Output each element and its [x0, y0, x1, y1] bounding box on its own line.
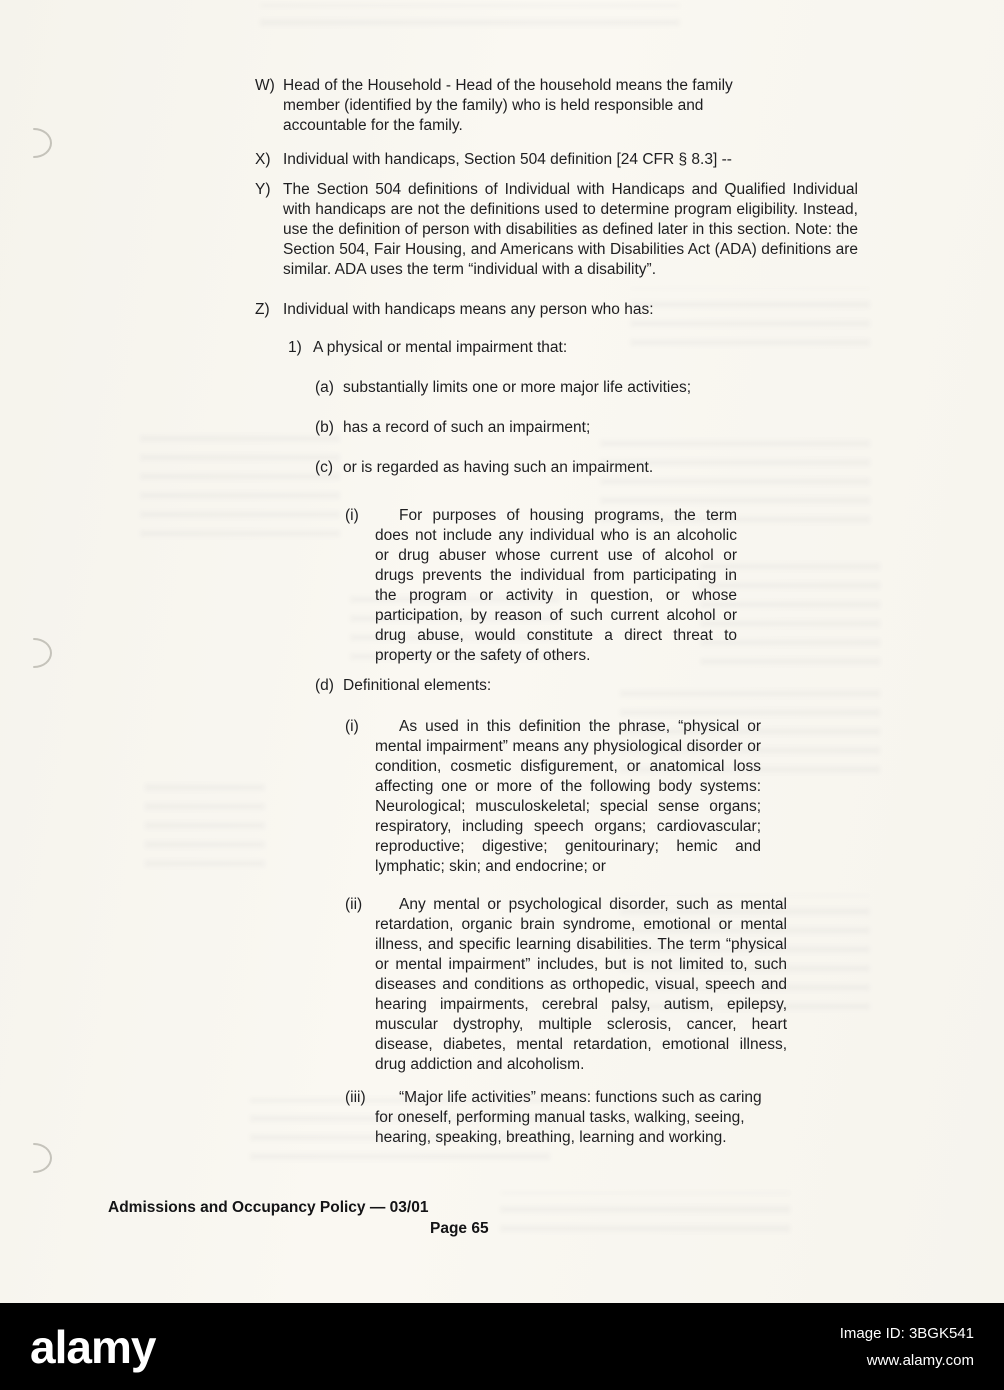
clause-x-text: Individual with handicaps, Section 504 definition [24 CFR § 8.3] -- [283, 151, 732, 168]
clause-c [315, 458, 1004, 478]
clause-d-roman-ii-text: Any mental or psychological disorder, such as mental retardation, organic brain syndrome, emotional or mental illness, and specific learning disabilities. The term “physical or mental impairment” includes, but is not limited to, such diseases and conditions as orthopedic, visual, speech and hearing impairments, cerebral palsy, autism, epilepsy, muscular dystrophy, multiple sclerosis, cancer, heart disease, diabetes, mental retardation, emotional illness, drug addiction and alcoholism. [375, 896, 787, 1073]
clause-a-text: substantially limits one or more major life activities; [343, 379, 692, 396]
bleed-through-1 [260, 4, 680, 26]
clause-d-roman-i-label: (i) [345, 718, 359, 735]
clause-b [315, 418, 1004, 438]
clause-y-text: The Section 504 definitions of Individual with Handicaps and Qualified Individual with handicaps are not the definitions used to determine program eligibility. Instead, use the definition of person with disabilities as defined later in this section. Note: the Section 504, Fair Housing, and Americans with Disabilities Act (ADA) definitions are similar. ADA uses the term “individual with a disability”. [283, 181, 858, 278]
clause-a [315, 378, 1004, 398]
clause-d-roman-ii-label: (ii) [345, 896, 363, 913]
clause-1-text: A physical or mental impairment that: [313, 339, 568, 356]
clause-c-text: or is regarded as having such an impairment. [343, 459, 654, 476]
clause-w-text: Head of the Household - Head of the household means the family member (identified by the family) who is held responsible and accountable for the family. [283, 77, 733, 134]
clause-z [255, 300, 1004, 320]
clause-w [255, 76, 1004, 136]
clause-y-label: Y) [255, 181, 271, 198]
clause-d-roman-iii-text: “Major life activities” means: functions such as caring for oneself, performing manual tasks, walking, seeing, hearing, speaking, breathing, learning and working. [375, 1089, 762, 1146]
clause-d-roman-i-text: As used in this definition the phrase, “physical or mental impairment” means any physiological disorder or condition, cosmetic disfigurement, or anatomical loss affecting one or more of the following body systems: Neurological; musculoskeletal; special sense organs; respiratory, including speech organs; cardiovascular; reproductive; digestive; genitourinary; hemic and lymphatic; skin; and endocrine; or [375, 718, 761, 875]
clause-d-roman-iii [345, 1088, 1004, 1148]
clause-b-label: (b) [315, 419, 334, 436]
alamy-watermark-bar [0, 1303, 1004, 1390]
clause-c-roman-i-label: (i) [345, 507, 359, 524]
document-body [0, 76, 1004, 1148]
watermark-image-id: Image ID: 3BGK541 [839, 1324, 974, 1342]
clause-w-label: W) [255, 77, 275, 94]
clause-y [255, 180, 1004, 280]
clause-1-label: 1) [288, 339, 302, 356]
clause-z-text: Individual with handicaps means any person who has: [283, 301, 654, 318]
alamy-logo: alamy [30, 1320, 156, 1373]
clause-d-text: Definitional elements: [343, 677, 492, 694]
clause-c-label: (c) [315, 459, 334, 476]
page-footer [108, 1197, 489, 1239]
footer-policy-line: Admissions and Occupancy Policy — 03/01 [108, 1199, 429, 1216]
clause-d-roman-iii-label: (iii) [345, 1089, 366, 1106]
clause-b-text: has a record of such an impairment; [343, 419, 591, 436]
clause-d-roman-i [345, 717, 1004, 877]
clause-d-roman-ii [345, 895, 1004, 1075]
clause-a-label: (a) [315, 379, 334, 396]
clause-z-label: Z) [255, 301, 270, 318]
clause-x-label: X) [255, 151, 271, 168]
clause-d-label: (d) [315, 677, 334, 694]
clause-c-roman-i-text: For purposes of housing programs, the term does not include any individual who is an alcoholic or drug abuser whose current use of alcohol or drugs prevents the individual from participating in the program or activity in question, or whose participation, by reason of such current alcohol or drug abuse, would constitute a direct threat to property or the safety of others. [375, 507, 737, 664]
clause-d [315, 676, 1004, 696]
clause-x [255, 150, 1004, 170]
watermark-url: www.alamy.com [866, 1351, 974, 1369]
footer-page-number: Page 65 [430, 1220, 489, 1237]
watermark-meta [840, 1320, 974, 1374]
bleed-through-11 [500, 1192, 790, 1232]
clause-1 [288, 338, 1004, 358]
clause-c-roman-i [345, 506, 1004, 666]
